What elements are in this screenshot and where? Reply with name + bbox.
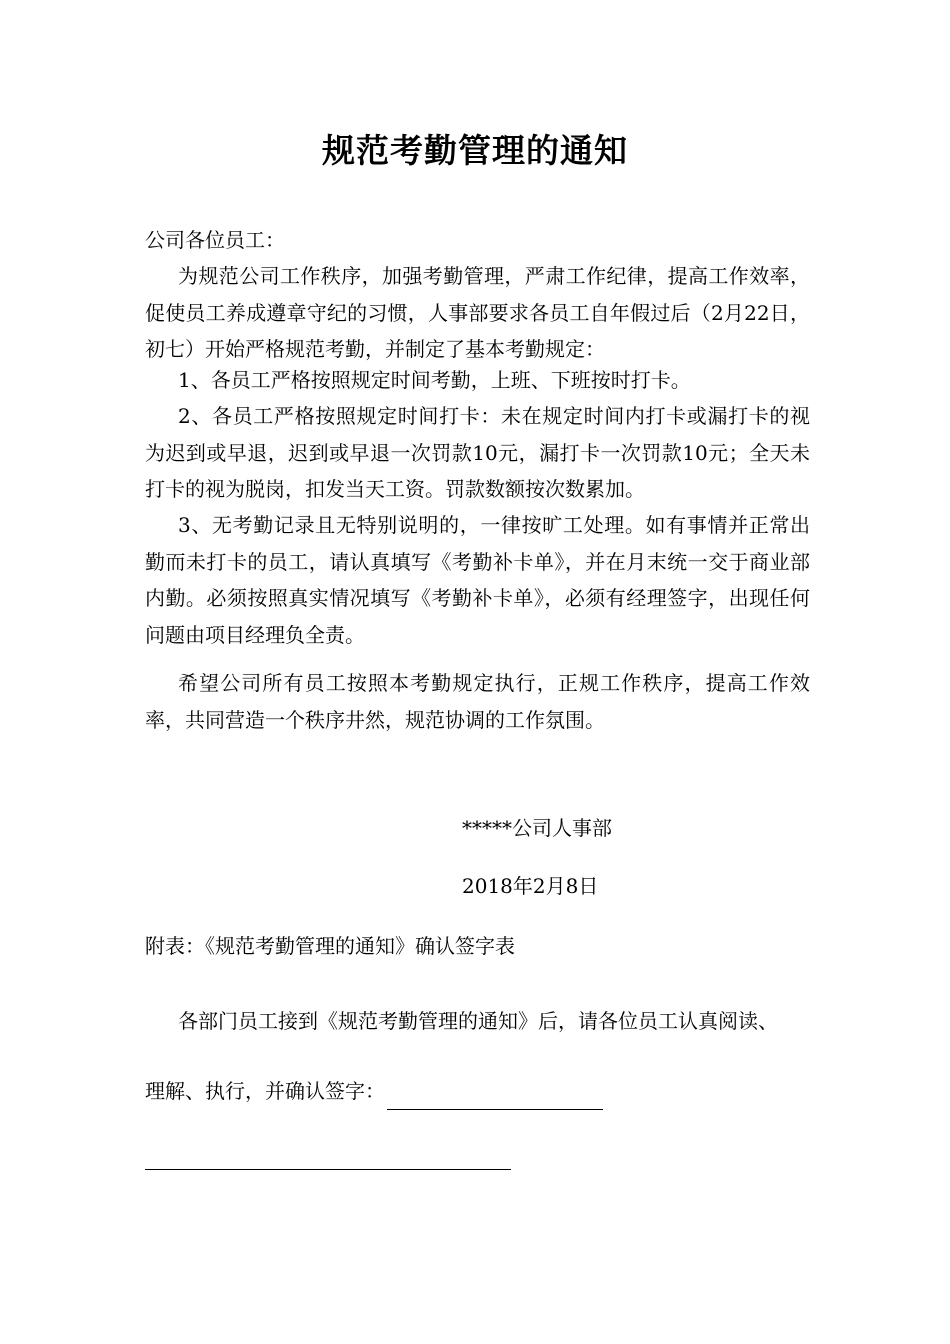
rule-item-3: 3、无考勤记录且无特别说明的，一律按旷工处理。如有事情并正常出勤而未打卡的员工，请认真填写《考勤补卡单》，并在月末统一交于商业部内勤。必须按照真实情况填写《考勤补卡单》，必须有经理签字，出现任何问题由项目经理负全责。 <box>145 513 810 647</box>
signature-line <box>387 1087 603 1110</box>
signature-prompt-row <box>145 1073 810 1110</box>
signature-date: 2018年2月8日 <box>462 874 599 898</box>
rule-item-2: 2、各员工严格按照规定时间打卡：未在规定时间内打卡或漏打卡的视为迟到或早退，迟到或早退一次罚款10元，漏打卡一次罚款10元；全天未打卡的视为脱岗，扣发当天工资。罚款数额按次数累加。 <box>145 404 810 501</box>
signature-prompt: 理解、执行，并确认签字： <box>145 1079 385 1103</box>
salutation: 公司各位员工： <box>145 228 285 252</box>
document-title: 规范考勤管理的通知 <box>322 131 628 170</box>
rule-item-1: 1、各员工严格按照规定时间考勤，上班、下班按时打卡。 <box>178 368 691 392</box>
intro-paragraph: 为规范公司工作秩序，加强考勤管理，严肃工作纪律，提高工作效率，促使员工养成遵章守纪的习惯，人事部要求各员工自年假过后（2月22日，初七）开始严格规范考勤，并制定了基本考勤规定： <box>145 264 810 361</box>
attachment-instruction: 各部门员工接到《规范考勤管理的通知》后，请各位员工认真阅读、 <box>178 1009 778 1033</box>
signature-organization: *****公司人事部 <box>462 816 612 840</box>
attachment-title: 附表：《规范考勤管理的通知》确认签字表 <box>145 934 515 958</box>
closing-paragraph: 希望公司所有员工按照本考勤规定执行，正规工作秩序，提高工作效率，共同营造一个秩序井然，规范协调的工作氛围。 <box>145 671 810 732</box>
signature-line-extra <box>145 1169 511 1170</box>
